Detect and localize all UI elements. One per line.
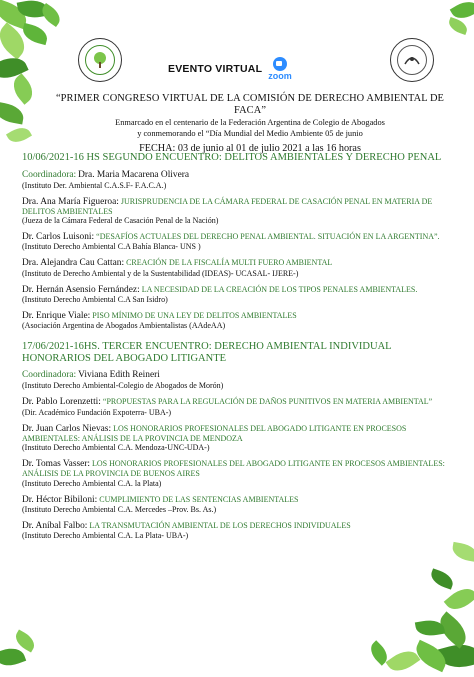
speaker-name: Dra. Ana María Figueroa:: [22, 196, 119, 207]
section-title: 17/06/2021-16HS. TERCER ENCUENTRO: DERECHO AMBIENTAL INDIVIDUAL HONORARIOS DEL ABOGADO LITIGANTE: [22, 341, 392, 364]
section-tercer-encuentro: [22, 341, 452, 540]
program: [22, 152, 452, 540]
coordinator-label: Coordinadora:: [22, 370, 77, 381]
camera-icon: [273, 57, 287, 71]
speaker: [22, 397, 452, 416]
speaker-name: Dr. Héctor Bibiloni:: [22, 494, 98, 505]
coordinator: [22, 370, 452, 390]
comision-logo: [78, 38, 122, 82]
speaker-institution: (Instituto Derecho Ambiental C.A. La Plata- UBA-): [22, 531, 189, 541]
speaker-institution: (Asociación Argentina de Abogados Ambientalistas (AAdeAA): [22, 321, 226, 331]
speaker-institution: (Instituto Derecho Ambiental C.A San Isidro): [22, 294, 168, 304]
speaker: [22, 459, 452, 488]
speaker-topic: CREACIÓN DE LA FISCALÍA MULTI FUERO AMBIENTAL: [126, 258, 333, 268]
coordinator-institution: (Instituto Derecho Ambiental-Colegio de Abogados de Morón): [22, 381, 224, 391]
coordinator-label: Coordinadora:: [22, 169, 77, 180]
zoom-logo: [268, 57, 292, 81]
speaker-name: Dr. Aníbal Falbo:: [22, 521, 88, 532]
speaker: [22, 495, 452, 514]
speaker-institution: (Instituto Derecho Ambiental C.A Bahía Blanca- UNS ): [22, 242, 201, 252]
subtitle-line-2: y conmemorando el “Día Mundial del Medio Ambiente 05 de junio: [137, 129, 363, 138]
speaker-institution: (Instituto Derecho Ambiental C.A. Mercedes –Prov. Bs. As.): [22, 505, 217, 515]
speaker: [22, 285, 452, 304]
section-title: 10/06/2021-16 HS SEGUNDO ENCUENTRO: DELITOS AMBIENTALES Y DERECHO PENAL: [22, 152, 442, 163]
subtitle-line-1: Enmarcado en el centenario de la Federación Argentina de Colegio de Abogados: [115, 118, 385, 127]
speaker: [22, 311, 452, 330]
speaker-institution: (Instituto Derecho Ambiental C.A. Mendoza-UNC-UDA-): [22, 443, 210, 453]
speaker-institution: (Jueza de la Cámara Federal de Casación Penal de la Nación): [22, 216, 219, 226]
event-label: EVENTO VIRTUAL: [168, 63, 263, 75]
speaker-topic: “PROPUESTAS PARA LA REGULACIÓN DE DAÑOS PUNITIVOS EN MATERIA AMBIENTAL”: [102, 397, 433, 407]
congress-title: “PRIMER CONGRESO VIRTUAL DE LA COMISIÓN DE DERECHO AMBIENTAL DE FACA”: [55, 93, 445, 116]
event-date: FECHA: 03 de junio al 01 de julio 2021 a las 16 horas: [139, 143, 361, 154]
speaker-name: Dr. Carlos Luisoni:: [22, 232, 95, 243]
section-segundo-encuentro: [22, 152, 452, 330]
coordinator-name: Viviana Edith Reineri: [78, 370, 160, 381]
speaker-topic: CUMPLIMIENTO DE LAS SENTENCIAS AMBIENTALES: [99, 494, 299, 504]
speaker-topic: LA NECESIDAD DE LA CREACIÓN DE LOS TIPOS PENALES AMBIENTALES.: [141, 284, 418, 294]
leaves-top-right-decoration: [434, 0, 474, 60]
coordinator-name: Dra. Maria Macarena Olivera: [78, 169, 190, 180]
speaker-name: Dr. Tomas Vasser:: [22, 459, 91, 470]
coordinator: [22, 170, 452, 190]
speaker-name: Dr. Hernán Asensio Fernández:: [22, 284, 140, 295]
leaves-bottom-left-decoration: [0, 610, 50, 670]
speaker-name: Dr. Enrique Viale:: [22, 310, 91, 321]
header: [40, 93, 460, 155]
speaker-institution: (Instituto Derecho Ambiental C.A. la Plata): [22, 478, 162, 488]
speaker-topic: LA TRANSMUTACIÓN AMBIENTAL DE LOS DERECHOS INDIVIDUALES: [89, 521, 351, 531]
speaker: [22, 521, 452, 540]
speaker-institution: (Instituto de Derecho Ambiental y de la Sustentabilidad (IDEAS)- UCASAL- IJERE-): [22, 268, 299, 278]
speaker-topic: PISO MÍNIMO DE UNA LEY DE DELITOS AMBIENTALES: [92, 310, 297, 320]
speaker-institution: (Dir. Académico Fundación Expoterra- UBA-): [22, 407, 172, 417]
speaker-name: Dra. Alejandra Cau Cattan:: [22, 258, 125, 269]
speaker-name: Dr. Juan Carlos Nievas:: [22, 423, 112, 434]
speaker-topic: LOS HONORARIOS PROFESIONALES DEL ABOGADO LITIGANTE EN PROCESOS AMBIENTALES: ANÁLISIS DE LA PROVINCIA DE BUENOS AIRES: [22, 459, 445, 479]
speaker: [22, 197, 452, 226]
speaker-topic: “DESAFÍOS ACTUALES DEL DERECHO PENAL AMBIENTAL. SITUACIÓN EN LA ARGENTINA”.: [96, 232, 440, 242]
speaker: [22, 258, 452, 277]
speaker-topic: LOS HONORARIOS PROFESIONALES DEL ABOGADO LITIGANTE EN PROCESOS AMBIENTALES: ANÁLISIS DE LA PROVINCIA DE MENDOZA: [22, 423, 407, 443]
faca-logo: [390, 38, 434, 82]
speaker-name: Dr. Pablo Lorenzetti:: [22, 397, 101, 408]
event-banner: [168, 57, 292, 81]
coordinator-institution: (Instituto Der. Ambiental C.A.S.F- F.A.C.A.): [22, 180, 167, 190]
speaker: [22, 424, 452, 453]
speaker: [22, 232, 452, 251]
zoom-label: zoom: [268, 71, 292, 81]
speaker-topic: JURISPRUDENCIA DE LA CÁMARA FEDERAL DE CASACIÓN PENAL EN MATERIA DE DELITOS AMBIENTALES: [22, 196, 433, 216]
